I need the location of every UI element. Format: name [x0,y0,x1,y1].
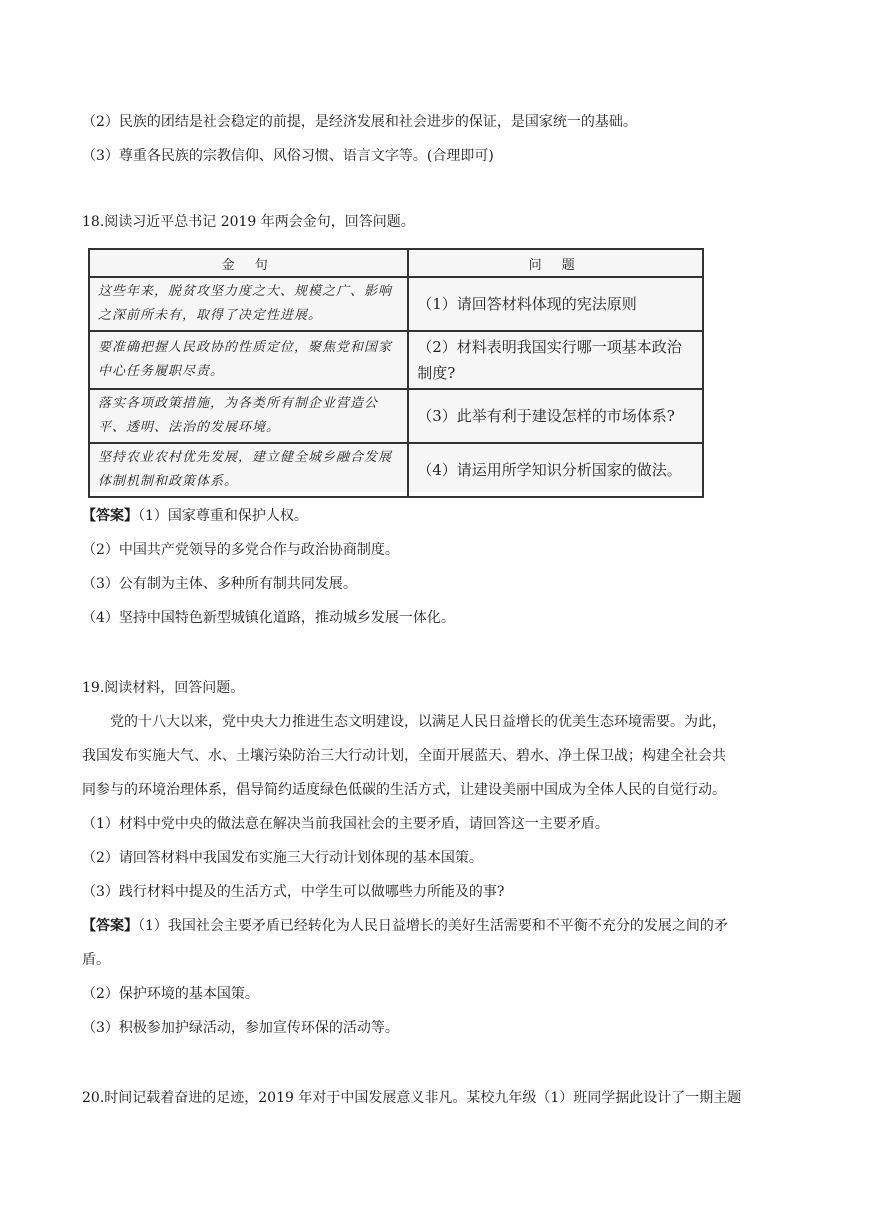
question-19-answer-2: （2）保护环境的基本国策。 [82,986,259,1002]
question-19-question-3: （3）践行材料中提及的生活方式，中学生可以做哪些力所能及的事? [82,884,505,900]
question-19-material-1: 党的十八大以来，党中央大力推进生态文明建设，以满足人民日益增长的优美生态环境需要。为此， [110,714,726,730]
question-18-table [88,248,704,492]
table-quote-4: 坚持农业农村优先发展，建立健全城乡融合发展体制机制和政策体系。 [89,443,408,497]
question-18-answer-4: （4）坚持中国特色新型城镇化道路，推动城乡发展一体化。 [82,610,455,626]
table-quote-2: 要准确把握人民政协的性质定位，聚焦党和国家中心任务履职尽责。 [89,331,408,389]
prev-answer-3: （3）尊重各民族的宗教信仰、风俗习惯、语言文字等。(合理即可) [82,148,494,164]
table-quote-3: 落实各项政策措施，为各类所有制企业营造公平、透明、法治的发展环境。 [89,389,408,443]
table-question-3: （3）此举有利于建设怎样的市场体系? [408,389,703,443]
question-18-title: 18.阅读习近平总书记 2019 年两会金句，回答问题。 [82,214,415,230]
table-question-1: （1）请回答材料体现的宪法原则 [408,277,703,331]
table-header-question: 问 题 [408,249,703,277]
prev-answer-2: （2）民族的团结是社会稳定的前提，是经济发展和社会进步的保证，是国家统一的基础。 [82,114,637,130]
table-row [89,443,703,497]
table-row [89,389,703,443]
question-19-answer-1-cont: 盾。 [82,952,110,968]
question-19-answer-3: （3）积极参加护绿活动，参加宣传环保的活动等。 [82,1020,399,1036]
answer-text: （1）国家尊重和保护人权。 [138,508,308,524]
table-header-quote: 金 句 [89,249,408,277]
answer-tag: 【答案】 [82,918,138,934]
question-19-title: 19.阅读材料，回答问题。 [82,680,245,696]
answer-text: （1）我国社会主要矛盾已经转化为人民日益增长的美好生活需要和不平衡不充分的发展之间的矛 [138,918,728,934]
table-quote-1: 这些年来，脱贫攻坚力度之大、规模之广、影响之深前所未有，取得了决定性进展。 [89,277,408,331]
table-question-4: （4）请运用所学知识分析国家的做法。 [408,443,703,497]
question-19-question-2: （2）请回答材料中我国发布实施三大行动计划体现的基本国策。 [82,850,483,866]
question-18-answer-3: （3）公有制为主体、多种所有制共同发展。 [82,576,357,592]
table-row [89,331,703,389]
question-19-material-2: 我国发布实施大气、水、土壤污染防治三大行动计划，全面开展蓝天、碧水、净土保卫战；构建全社会共 [82,748,726,764]
question-18-answer-1 [82,506,308,526]
question-19-material-3: 同参与的环境治理体系，倡导简约适度绿色低碳的生活方式，让建设美丽中国成为全体人民的自觉行动。 [82,782,726,798]
answer-tag: 【答案】 [82,508,138,524]
question-19-question-1: （1）材料中党中央的做法意在解决当前我国社会的主要矛盾，请回答这一主要矛盾。 [82,816,609,832]
table-row [89,277,703,331]
question-18-answer-2: （2）中国共产党领导的多党合作与政治协商制度。 [82,542,399,558]
table-question-2: （2）材料表明我国实行哪一项基本政治制度? [408,331,703,389]
question-19-answer-1 [82,916,728,936]
question-20-title: 20.时间记载着奋进的足迹，2019 年对于中国发展意义非凡。某校九年级（1）班同学据此设计了一期主题 [82,1090,742,1106]
